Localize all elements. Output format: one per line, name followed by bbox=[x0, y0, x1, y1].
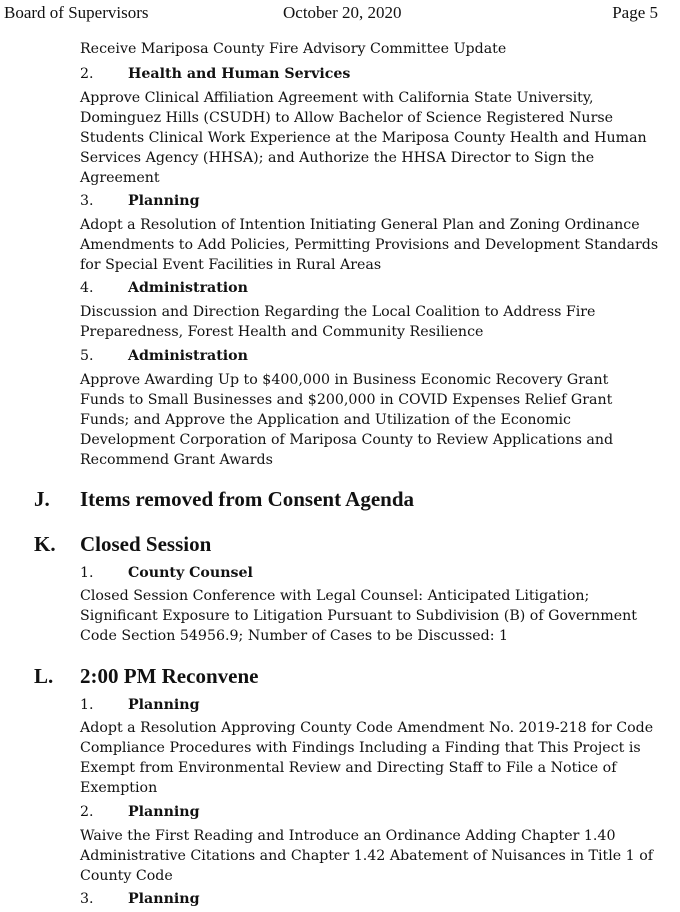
item-department: Planning bbox=[128, 804, 200, 820]
description-line: Adopt a Resolution of Intention Initiating General Plan and Zoning Ordinance bbox=[80, 217, 640, 233]
section-heading-k bbox=[34, 531, 211, 557]
agenda-item-heading bbox=[80, 563, 253, 583]
agenda-item-heading bbox=[80, 889, 200, 909]
header-page-number: Page 5 bbox=[612, 3, 658, 22]
item-description bbox=[80, 302, 670, 342]
description-line: Agreement bbox=[80, 170, 160, 186]
item-department: Administration bbox=[128, 280, 248, 296]
description-line: Waive the First Reading and Introduce an Ordinance Adding Chapter 1.40 bbox=[80, 828, 616, 844]
description-line: Development Corporation of Mariposa County to Review Applications and bbox=[80, 432, 614, 448]
item-number: 1. bbox=[80, 565, 94, 581]
agenda-item-heading bbox=[80, 346, 248, 366]
header-date: October 20, 2020 bbox=[283, 3, 402, 22]
item-number: 2. bbox=[80, 804, 94, 820]
item-description bbox=[80, 370, 670, 470]
item-description bbox=[80, 586, 670, 646]
agenda-item-heading bbox=[80, 191, 200, 211]
description-line: Students Clinical Work Experience at the Mariposa County Health and Human bbox=[80, 130, 647, 146]
section-letter: J. bbox=[34, 487, 50, 511]
item-number: 5. bbox=[80, 348, 94, 364]
item-number: 1. bbox=[80, 697, 94, 713]
description-line: for Special Event Facilities in Rural Areas bbox=[80, 257, 382, 273]
section-title: Items removed from Consent Agenda bbox=[80, 487, 415, 511]
description-line: Compliance Procedures with Findings Including a Finding that This Project is bbox=[80, 740, 641, 756]
section-heading-l bbox=[34, 663, 258, 689]
agenda-item-heading bbox=[80, 64, 350, 84]
description-line: Approve Clinical Affiliation Agreement with California State University, bbox=[80, 90, 594, 106]
description-line: Adopt a Resolution Approving County Code Amendment No. 2019-218 for Code bbox=[80, 720, 654, 736]
description-line: Funds; and Approve the Application and Utilization of the Economic bbox=[80, 412, 571, 428]
agenda-item-heading bbox=[80, 278, 248, 298]
description-line: Approve Awarding Up to $400,000 in Business Economic Recovery Grant bbox=[80, 372, 609, 388]
item-department: Health and Human Services bbox=[128, 66, 351, 82]
header-board-name: Board of Supervisors bbox=[4, 3, 149, 22]
item-description bbox=[80, 826, 670, 886]
section-title: Closed Session bbox=[80, 532, 212, 556]
item-number: 3. bbox=[80, 891, 94, 907]
agenda-item-heading bbox=[80, 695, 200, 715]
description-line: Services Agency (HHSA); and Authorize the HHSA Director to Sign the bbox=[80, 150, 595, 166]
section-letter: K. bbox=[34, 532, 56, 556]
item-department: Planning bbox=[128, 193, 200, 209]
item-number: 3. bbox=[80, 193, 94, 209]
item-department: County Counsel bbox=[128, 565, 253, 581]
description-line: Significant Exposure to Litigation Pursuant to Subdivision (B) of Government bbox=[80, 608, 637, 624]
section-title: 2:00 PM Reconvene bbox=[80, 664, 259, 688]
item-description bbox=[80, 215, 670, 275]
item-description bbox=[80, 718, 670, 798]
item-1-description: Receive Mariposa County Fire Advisory Committee Update bbox=[80, 41, 507, 57]
description-line: County Code bbox=[80, 868, 173, 884]
description-line: Exempt from Environmental Review and Directing Staff to File a Notice of bbox=[80, 760, 617, 776]
item-number: 4. bbox=[80, 280, 94, 296]
description-line: Recommend Grant Awards bbox=[80, 452, 273, 468]
description-line: Preparedness, Forest Health and Community Resilience bbox=[80, 324, 484, 340]
section-letter: L. bbox=[34, 664, 54, 688]
item-department: Planning bbox=[128, 891, 200, 907]
item-department: Planning bbox=[128, 697, 200, 713]
description-line: Administrative Citations and Chapter 1.42 Abatement of Nuisances in Title 1 of bbox=[80, 848, 653, 864]
section-heading-j bbox=[34, 486, 414, 512]
description-line: Discussion and Direction Regarding the Local Coalition to Address Fire bbox=[80, 304, 596, 320]
description-line: Exemption bbox=[80, 780, 158, 796]
description-line: Code Section 54956.9; Number of Cases to be Discussed: 1 bbox=[80, 628, 509, 644]
item-number: 2. bbox=[80, 66, 94, 82]
item-description bbox=[80, 88, 670, 188]
description-line: Closed Session Conference with Legal Counsel: Anticipated Litigation; bbox=[80, 588, 590, 604]
description-line: Dominguez Hills (CSUDH) to Allow Bachelor of Science Registered Nurse bbox=[80, 110, 614, 126]
description-line: Funds to Small Businesses and $200,000 in COVID Expenses Relief Grant bbox=[80, 392, 613, 408]
description-line: Amendments to Add Policies, Permitting Provisions and Development Standards bbox=[80, 237, 659, 253]
agenda-item-heading bbox=[80, 802, 200, 822]
item-department: Administration bbox=[128, 348, 248, 364]
